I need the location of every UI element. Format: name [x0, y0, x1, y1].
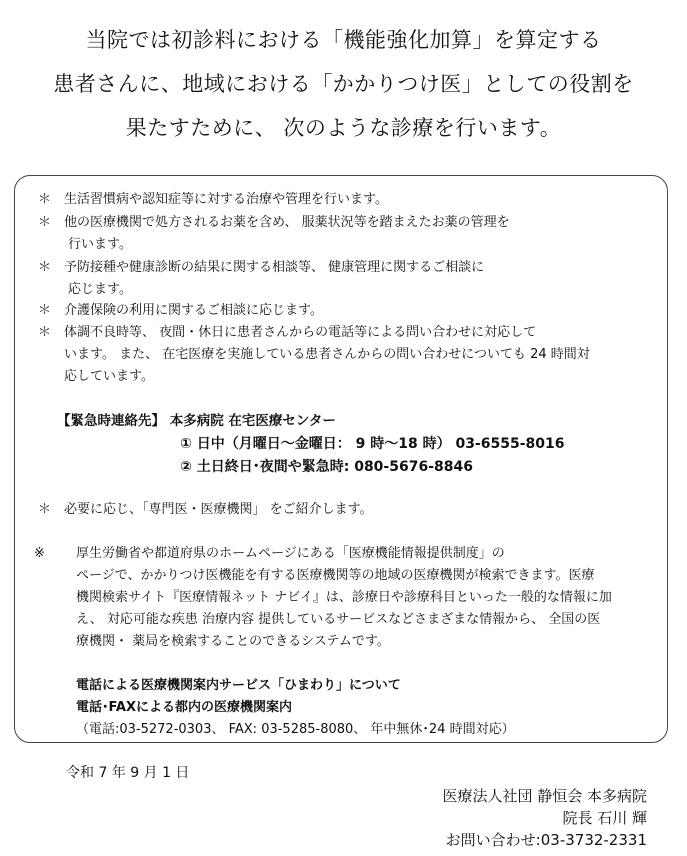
item-text: います。 また、 在宅医療を実施している患者さんからの問い合わせについても 24 時間対 — [64, 347, 590, 362]
item-text: 生活習慣病や認知症等に対する治療や管理を行います。 — [64, 192, 388, 207]
heading-line-3: 果たすために、 次のような診療を行います。 — [125, 116, 562, 140]
item-text: 応じます。 — [68, 282, 132, 297]
heading-line-2: 患者さんに、地域における「かかりつけ医」としての役割を — [53, 72, 634, 96]
note-text: ページで、かかりつけ医機能を有する医療機関等の地域の医療機関が検索できます。医療 — [76, 568, 595, 583]
organization-name: 医療法人社団 静恒会 本多病院 — [442, 787, 647, 805]
item-text: 必要に応じ、「専門医・医療機関」 をご紹介します。 — [64, 502, 373, 517]
bullet-mark: ＊ — [38, 260, 52, 275]
bullet-mark: ＊ — [38, 303, 52, 318]
note-text: 機関検索サイト『医療情報ネット ナビイ』は、診療日や診療科目といった一般的な情報に加 — [76, 590, 612, 605]
emergency-contact-label: 【緊急時連絡先】 本多病院 在宅医療センター — [57, 413, 336, 429]
note-text: 厚生労働省や都道府県のホームページにある「医療機能情報提供制度」の — [76, 546, 505, 561]
item-text: 応しています。 — [64, 369, 154, 384]
inquiry-phone: お問い合わせ:03-3732-2331 — [445, 831, 647, 849]
item-text: 行います。 — [68, 237, 132, 252]
bullet-mark: ＊ — [38, 502, 52, 517]
director-name: 院長 石川 輝 — [562, 809, 647, 827]
service-contact: （電話:03-5272-0303、 FAX: 03-5285-8080、 年中無休･24 時間対応） — [76, 722, 515, 737]
service-title-himawari: 電話による医療機関案内サービス「ひまわり」について — [76, 678, 401, 693]
note-mark: ※ — [34, 546, 45, 561]
emergency-daytime-phone: ① 日中（月曜日～金曜日： 9 時～18 時） 03-6555-8016 — [180, 436, 565, 452]
note-text: 療機関・ 薬局を検索することのできるシステムです。 — [76, 634, 390, 649]
heading-line-1: 当院では初診料における「機能強化加算」を算定する — [85, 28, 602, 52]
bullet-mark: ＊ — [38, 325, 52, 340]
service-title-tokyo: 電話･FAXによる都内の医療機関案内 — [76, 700, 292, 715]
item-text: 他の医療機関で処方されるお薬を含め、 服薬状況等を踏まえたお薬の管理を — [64, 215, 510, 230]
item-text: 予防接種や健康診断の結果に関する相談等、 健康管理に関するご相談に — [64, 260, 485, 275]
note-text: え、 対応可能な疾患 治療内容 提供しているサービスなどさまざまな情報から、 全国の医 — [76, 612, 601, 627]
bullet-mark: ＊ — [38, 192, 52, 207]
emergency-night-phone: ② 土日終日･夜間や緊急時: 080-5676-8846 — [180, 459, 473, 475]
item-text: 介護保険の利用に関するご相談に応じます。 — [64, 303, 323, 318]
bullet-mark: ＊ — [38, 215, 52, 230]
heading — [0, 18, 687, 150]
item-text: 体調不良時等、 夜間・休日に患者さんからの電話等による問い合わせに対応して — [64, 325, 537, 340]
issue-date: 令和 7 年 9 月 1 日 — [66, 765, 190, 781]
